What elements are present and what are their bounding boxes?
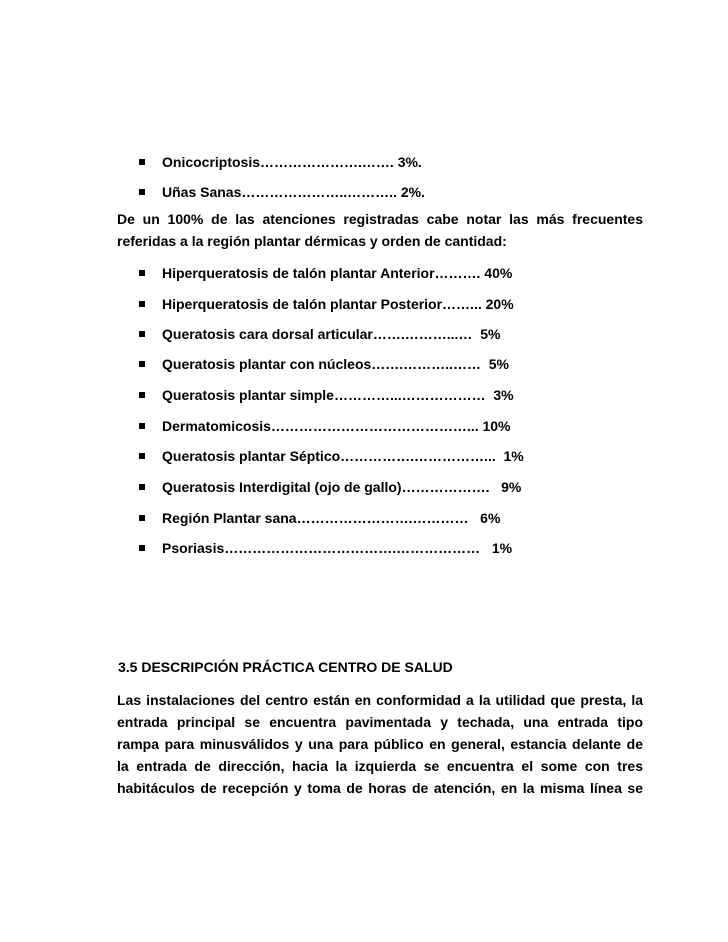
paragraph-line: De un 100% de las atenciones registradas cabe notar las más frecuentes [117,211,643,227]
square-bullet-icon [139,453,145,459]
square-bullet-icon [139,270,145,276]
list-item-text: Psoriasis……………………………….……………… 1% [162,540,513,556]
description-paragraph [117,689,643,799]
list-item-text: Dermatomicosis……………………………………... 10% [162,418,511,434]
list-item-text: Onicocriptosis………………….……. 3%. [162,154,422,170]
list-item-text: Queratosis plantar con núcleos…….………..…… 5% [162,356,509,372]
paragraph-line: rampa para minusválidos y una para público en general, estancia delante de [117,736,643,752]
paragraph-line: la entrada de dirección, hacia la izquierda se encuentra el some con tres [117,758,643,774]
square-bullet-icon [139,159,145,165]
paragraph-line: Las instalaciones del centro están en conformidad a la utilidad que presta, la [117,692,643,708]
section-heading: 3.5 DESCRIPCIÓN PRÁCTICA CENTRO DE SALUD [118,659,453,675]
square-bullet-icon [139,423,145,429]
list-item-text: Queratosis Interdigital (ojo de gallo)………………. 9% [162,479,522,495]
list-item-text: Uñas Sanas…………………..……….. 2%. [162,184,425,200]
list-item-text: Queratosis plantar simple…………...……………… 3% [162,387,514,403]
intro-paragraph [117,208,643,252]
paragraph-line: habitáculos de recepción y toma de horas de atención, en la misma línea se [117,780,643,796]
square-bullet-icon [139,392,145,398]
list-item-text: Región Plantar sana…………………….………… 6% [162,510,501,526]
paragraph-line: referidas a la región plantar dérmicas y orden de cantidad: [117,233,507,249]
square-bullet-icon [139,515,145,521]
square-bullet-icon [139,331,145,337]
square-bullet-icon [139,189,145,195]
square-bullet-icon [139,484,145,490]
list-item-text: Hiperqueratosis de talón plantar Anterior………. 40% [162,265,513,281]
list-item-text: Queratosis plantar Séptico…………….……………... 1% [162,448,524,464]
square-bullet-icon [139,361,145,367]
paragraph-line: entrada principal se encuentra pavimentada y techada, una entrada tipo [117,714,643,730]
list-item-text: Queratosis cara dorsal articular…….………...… 5% [162,326,501,342]
list-item-text: Hiperqueratosis de talón plantar Posterior……... 20% [162,296,514,312]
square-bullet-icon [139,545,145,551]
square-bullet-icon [139,301,145,307]
